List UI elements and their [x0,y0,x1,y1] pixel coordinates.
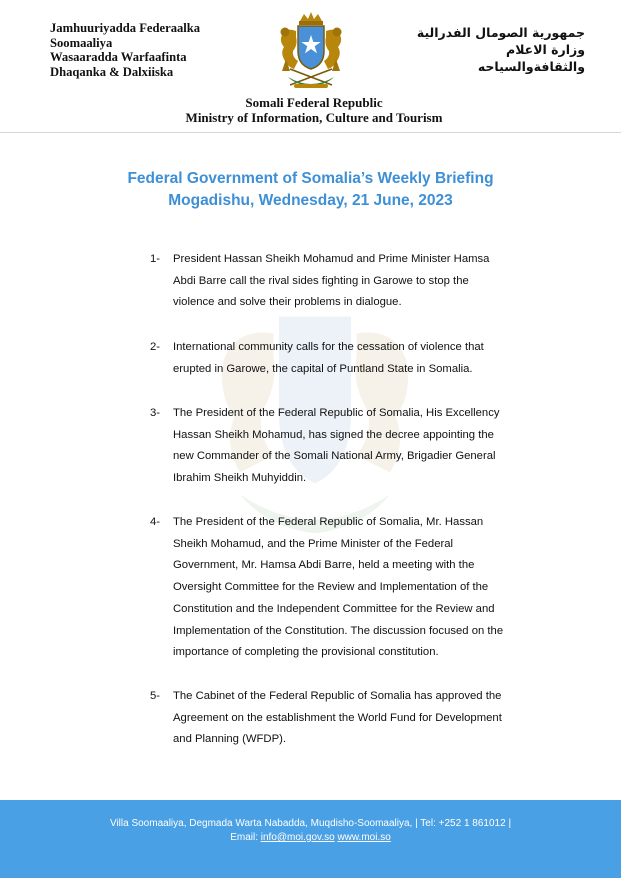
item-text [173,512,550,664]
footer-address: Villa Soomaaliya, Degmada Warta Nabadda, Muqdisho-Soomaaliya, | Tel: +252 1 861012 | [109,818,512,829]
item-line: Sheikh Mohamud, and the Prime Minister of the Federal [173,537,454,550]
item-line: Ibrahim Sheikh Muhyiddin. [173,472,307,485]
letterhead [0,0,621,130]
item-line: importance of completing the provisional constitution. [173,646,439,659]
briefing-title [0,168,621,212]
item-line: Government, Mr. Hamsa Abdi Barre, held a meeting with the [173,559,475,572]
item-text [173,403,550,490]
item-line: Agreement on the establishment the World Fund for Development [173,711,502,724]
coat-of-arms-emblem [268,11,354,93]
item-line: Implementation of the Constitution. The discussion focused on the [173,624,504,637]
item-number: 4- [150,516,161,528]
item-line: The Cabinet of the Federal Republic of Somalia has approved the [173,690,502,702]
footer-bar [0,800,621,878]
item-line: new Commander of the Somali National Army, Brigadier General [173,450,496,463]
item-line: and Planning (WFDP). [173,733,287,746]
item-number: 5- [150,690,161,702]
briefing-date-line: Mogadishu, Wednesday, 21 June, 2023 [168,192,453,209]
item-line: Constitution and the Independent Committee for the Review and [173,602,495,615]
item-line: Abdi Barre call the rival sides fighting in Garowe to stop the [173,274,469,287]
item-line: International community calls for the cessation of violence that [173,341,484,353]
item-line: Oversight Committee for the Review and Implementation of the [173,581,489,594]
item-text [173,686,550,751]
item-number: 3- [150,407,161,419]
republic-name: Somali Federal Republic [245,95,383,110]
item-line: violence and solve their problems in dialogue. [173,296,402,309]
item-text [173,337,550,380]
letterhead-arabic [395,24,585,75]
item-number: 2- [150,341,161,353]
item-line: The President of the Federal Republic of Somalia, His Excellency [173,407,500,419]
somali-line: Dhaqanka & Dalxiiska [50,65,174,80]
letterhead-divider [0,132,621,133]
arabic-line: جمهورية الصومال الفدرالية [416,25,585,40]
somali-line: Soomaaliya [50,35,113,50]
item-text [173,249,550,314]
item-line: President Hassan Sheikh Mohamud and Prime Minister Hamsa [173,253,490,265]
arabic-line: والثقافةوالسياحه [477,59,585,74]
letterhead-center [0,95,621,125]
briefing-title-line: Federal Government of Somalia’s Weekly Briefing [127,170,494,187]
item-line: Hassan Sheikh Mohamud, has signed the decree appointing the [173,428,494,441]
footer-contact [0,831,621,845]
footer-email-label: Email: [230,832,258,843]
arabic-line: وزارة الاعلام [506,42,585,57]
item-line: erupted in Garowe, the capital of Puntland State in Somalia. [173,362,473,375]
footer-website-link[interactable]: www.moi.so [337,832,391,843]
letterhead-somali [50,21,250,80]
item-number: 1- [150,253,161,265]
ministry-name: Ministry of Information, Culture and Tourism [185,110,443,125]
item-line: The President of the Federal Republic of Somalia, Mr. Hassan [173,516,484,528]
footer-email-link[interactable]: info@moi.gov.so [260,832,335,843]
somali-line: Jamhuuriyadda Federaalka [50,21,201,35]
somali-line: Wasaaradda Warfaafinta [50,50,187,65]
